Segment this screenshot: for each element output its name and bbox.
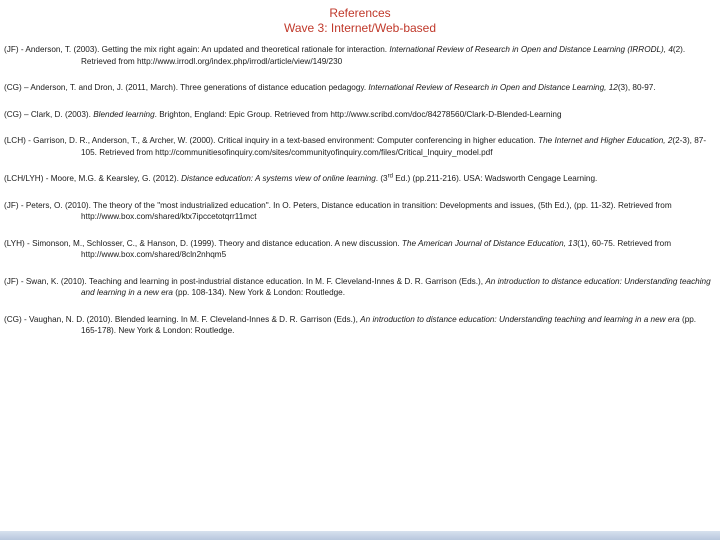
reference-entry [4, 173, 714, 185]
reference-italic-text: The Internet and Higher Education, 2 [538, 136, 673, 145]
page-title: References [329, 6, 391, 20]
reference-text: (1), 60-75. Retrieved from http://www.box.com/shared/8cln2nhqm5 [81, 238, 672, 259]
reference-italic-text: Distance education: A systems view of online learning [181, 174, 376, 183]
reference-text: Anderson, T. and Dron, J. (2011, March). Three generations of distance education pedagogy. [30, 83, 369, 92]
reference-author-tag: (LYH) - [4, 238, 33, 248]
reference-list [4, 44, 714, 352]
reference-italic-text: Blended learning [93, 109, 155, 119]
page-subtitle: Wave 3: Internet/Web-based [283, 21, 437, 35]
reference-text: Simonson, M., Schlosser, C., & Hanson, D. (1999). Theory and distance education. A new discussion. [32, 238, 402, 248]
reference-author-tag: (LCH) - [4, 136, 34, 145]
reference-text: (pp. 165-178). New York & London: Routledge. [81, 314, 697, 335]
reference-text: Garrison, D. R., Anderson, T., & Archer, W. (2000). Critical inquiry in a text-based environment: Computer conferencing in higher education. [33, 136, 539, 145]
reference-text: (3), 80-97. [617, 83, 656, 92]
reference-entry [4, 135, 714, 158]
reference-text: (2-3), 87-105. Retrieved from http://communitiesofinquiry.com/sites/communityofinquiry.com/files/Critical_Inquiry_model.pdf [81, 136, 707, 157]
reference-text: Peters, O. (2010). The theory of the "most industrialized education". In O. Peters, Distance education in transition: Developments and issues, (5th Ed.), (pp. 11-32). Retrieved from http://www.box.com/shared/ktx7ipccetotqrr11mct [25, 200, 672, 221]
reference-entry [4, 276, 714, 299]
reference-text: Moore, M.G. & Kearsley, G. (2012). [50, 174, 182, 183]
reference-text: . (3 [375, 174, 388, 183]
reference-text: Clark, D. (2003). [30, 109, 94, 119]
reference-text: Swan, K. (2010). Teaching and learning in post-industrial distance education. In M. F. Cleveland-Innes & D. R. Garrison (Eds.), [25, 276, 486, 286]
reference-author-tag: (CG) - [4, 314, 30, 324]
reference-entry [4, 82, 714, 94]
reference-text: Vaughan, N. D. (2010). Blended learning. In M. F. Cleveland-Innes & D. R. Garrison (Eds.), [29, 314, 361, 324]
reference-entry [4, 200, 714, 223]
reference-text: rd [387, 173, 393, 180]
reference-italic-text: An introduction to distance education: Understanding teaching and learning in a new era [360, 314, 680, 324]
reference-italic-text: International Review of Research in Open and Distance Learning (IRRODL), 4 [389, 45, 673, 54]
title-block [0, 6, 720, 36]
reference-author-tag: (JF) - [4, 276, 26, 286]
reference-author-tag: (CG) – [4, 109, 31, 119]
reference-author-tag: (LCH/LYH) - [4, 174, 51, 183]
reference-text: (pp. 108-134). New York & London: Routledge. [172, 288, 346, 297]
reference-entry [4, 44, 714, 67]
reference-entry [4, 109, 714, 121]
reference-text: . Brighton, England: Epic Group. Retrieved from http://www.scribd.com/doc/84278560/Clark-D-Blended-Learning [154, 109, 562, 119]
reference-italic-text: International Review of Research in Open and Distance Learning, 12 [368, 83, 618, 92]
reference-text: Anderson, T. (2003). Getting the mix right again: An updated and theoretical rationale for interaction. [25, 45, 390, 54]
reference-italic-text: An introduction to distance education: Understanding teaching and learning in a new era [81, 276, 711, 297]
reference-author-tag: (JF) - [4, 45, 26, 54]
reference-text: Ed.) (pp.211-216). USA: Wadsworth Cengage Learning. [392, 174, 598, 183]
reference-text: (2). Retrieved from http://www.irrodl.org/index.php/irrodl/article/view/149/230 [81, 45, 686, 66]
reference-italic-text: The American Journal of Distance Education, 13 [401, 238, 578, 248]
footer-bar [0, 531, 720, 540]
reference-entry [4, 238, 714, 261]
reference-author-tag: (JF) - [4, 200, 26, 210]
reference-author-tag: (CG) – [4, 83, 31, 92]
reference-entry [4, 314, 714, 337]
